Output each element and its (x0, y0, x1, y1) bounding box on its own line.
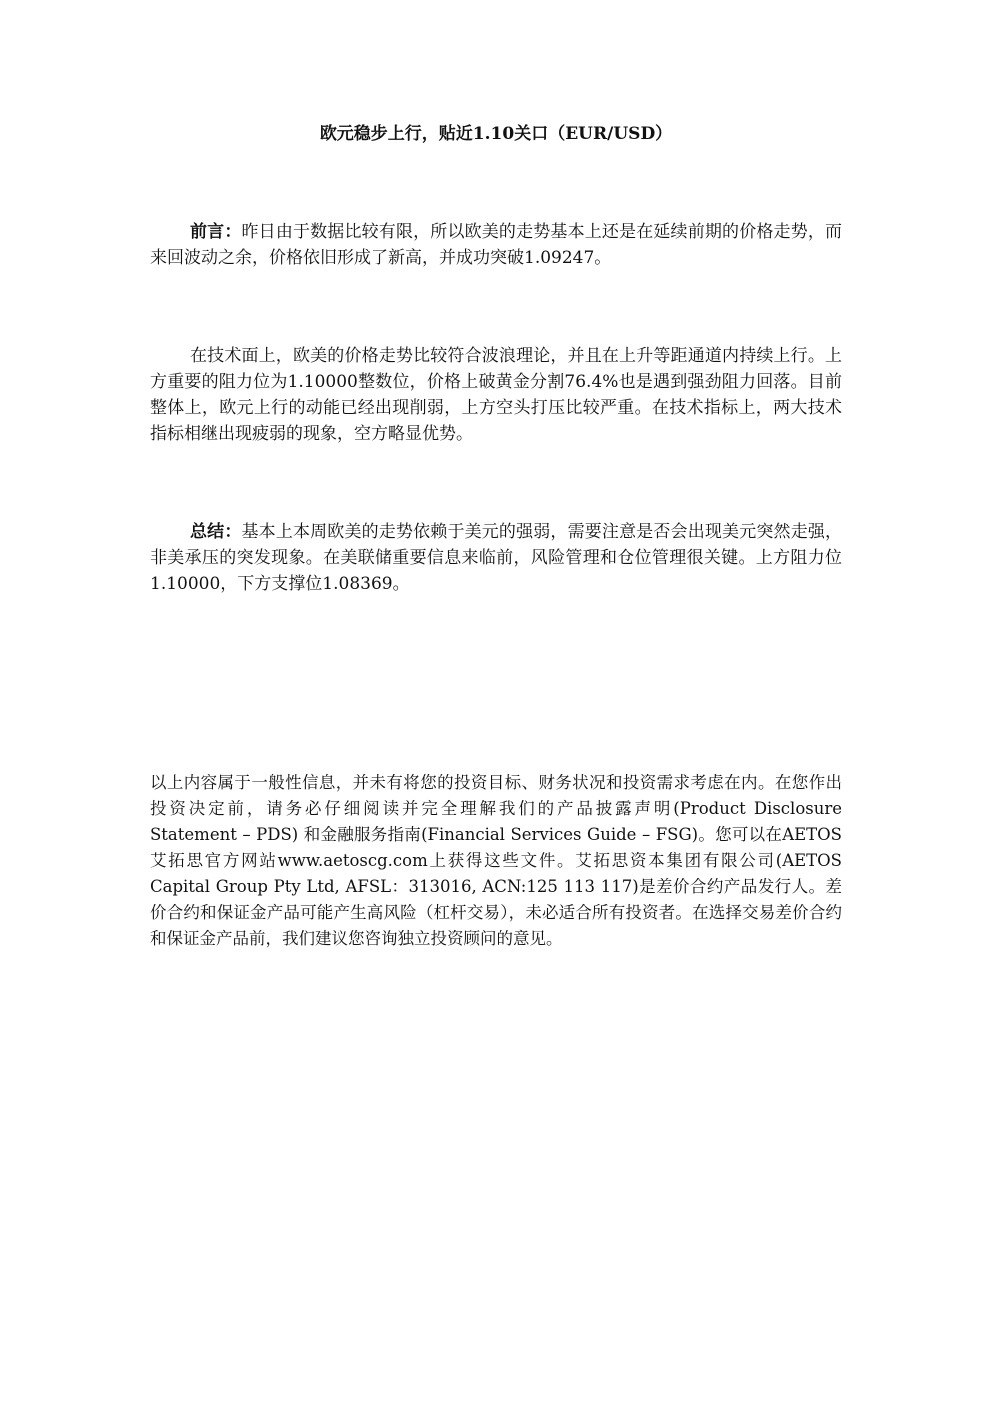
technical-paragraph (150, 343, 842, 447)
technical-text: 在技术面上，欧美的价格走势比较符合波浪理论，并且在上升等距通道内持续上行。上方重要的阻力位为1.10000整数位，价格上破黄金分割76.4%也是遇到强劲阻力回落。目前整体上，欧元上行的动能已经出现削弱，上方空头打压比较严重。在技术指标上，两大技术指标相继出现疲弱的现象，空方略显优势。 (150, 346, 842, 444)
summary-text: 基本上本周欧美的走势依赖于美元的强弱，需要注意是否会出现美元突然走强，非美承压的突发现象。在美联储重要信息来临前，风险管理和仓位管理很关键。上方阻力位1.10000，下方支撑位1.08369。 (150, 522, 843, 594)
intro-lead: 前言： (190, 222, 242, 242)
disclaimer-paragraph (150, 770, 842, 952)
summary-paragraph (150, 519, 842, 597)
intro-paragraph (150, 219, 842, 271)
disclaimer-text: 以上内容属于一般性信息，并未有将您的投资目标、财务状况和投资需求考虑在内。在您作出投资决定前，请务必仔细阅读并完全理解我们的产品披露声明(Product Disclosure Statement – PDS) 和金融服务指南(Financial Services Guide – FSG)。您可以在AETOS艾拓思官方网站www.aetoscg.com上获得这些文件。艾拓思资本集团有限公司(AETOS Capital Group Pty Ltd, AFSL：313016, ACN:125 113 117)是差价合约产品发行人。差价合约和保证金产品可能产生高风险（杠杆交易），未必适合所有投资者。在选择交易差价合约和保证金产品前，我们建议您咨询独立投资顾问的意见。 (150, 773, 842, 948)
intro-text: 昨日由于数据比较有限，所以欧美的走势基本上还是在延续前期的价格走势，而来回波动之余，价格依旧形成了新高，并成功突破1.09247。 (150, 222, 843, 268)
document-title: 欧元稳步上行，贴近1.10关口（EUR/USD） (319, 124, 673, 144)
summary-lead: 总结： (190, 522, 242, 542)
